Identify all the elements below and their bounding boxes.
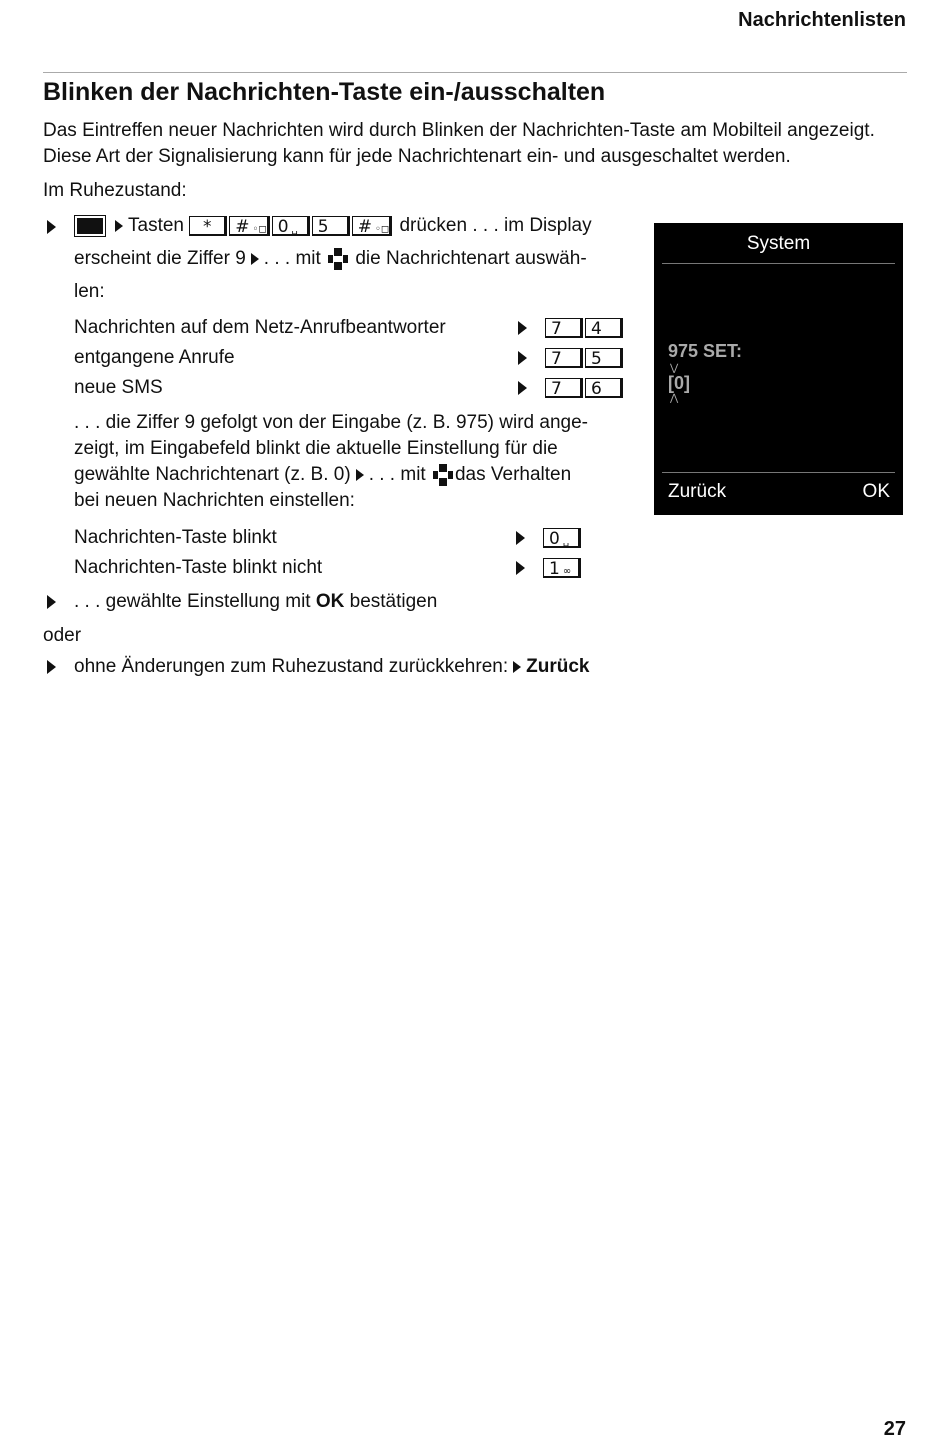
type-keys-2: 7 6 (545, 378, 625, 398)
key-5: 5 (312, 216, 350, 236)
setting-key-1: 1 ∞ (543, 558, 583, 578)
menu-key-icon (74, 215, 106, 237)
type-keys-1: 7 5 (545, 348, 625, 368)
display-screen (654, 223, 903, 515)
back-line: ohne Änderungen zum Ruhezustand zurückkehren: Zurück (74, 656, 590, 677)
screen-set-label: 975 SET: (668, 341, 743, 361)
screen-value: [0] (668, 373, 690, 393)
screen-title: System (746, 233, 811, 254)
step1-line3: len: (74, 281, 105, 302)
idle-label: Im Ruhezustand: (43, 180, 187, 201)
key-0: 0 ␣ (272, 216, 310, 236)
screen-divider (662, 263, 895, 264)
druecken-text: drücken . . . im Display (399, 215, 592, 236)
softkey-back[interactable]: Zurück (668, 481, 727, 502)
mid-line2: zeigt, im Eingabefeld blinkt die aktuelle Einstellung für die (74, 438, 558, 459)
running-header: Nachrichtenlisten (738, 9, 906, 31)
setting-key-0: 0 ␣ (543, 528, 583, 548)
key-hash-2: # ◦◻ (352, 216, 392, 236)
mid-line4: bei neuen Nachrichten einstellen: (74, 490, 355, 511)
type-keys-0: 7 4 (545, 318, 625, 338)
key-star: * (189, 216, 227, 236)
blink-icon: ⋀ (670, 393, 679, 404)
tasten-label: Tasten (128, 215, 184, 236)
softkey-ok[interactable]: OK (862, 481, 890, 502)
divider (43, 72, 907, 73)
key-hash: # ◦◻ (229, 216, 269, 236)
step-arrow-icon (47, 595, 56, 609)
type-label-0: Nachrichten auf dem Netz-Anrufbeantworter (74, 317, 446, 338)
arrow-icon (251, 253, 259, 265)
arrow-icon (516, 561, 525, 575)
arrow-icon (356, 469, 364, 481)
section-title: Blinken der Nachrichten-Taste ein-/ausschalten (43, 78, 606, 106)
arrow-icon (518, 321, 527, 335)
mid-line1: . . . die Ziffer 9 gefolgt von der Eingabe (z. B. 975) wird ange- (74, 412, 588, 433)
step-arrow-icon (47, 220, 56, 234)
screen-divider (662, 472, 895, 473)
arrow-icon (115, 220, 123, 232)
confirm-line: . . . gewählte Einstellung mit OK bestätigen (74, 591, 438, 612)
control-key-icon (433, 464, 453, 486)
intro-paragraph: Das Eintreffen neuer Nachrichten wird durch Blinken der Nachrichten-Taste am Mobilteil angezeigt. Diese Art der Signalisierung kann für jede Nachrichtenart ein- und ausgeschaltet werden. (43, 120, 875, 167)
step1-line1 (74, 213, 592, 239)
step1-line2: erscheint die Ziffer 9 . . . mit die Nachrichtenart auswäh- (74, 248, 587, 269)
page-number: 27 (883, 1418, 906, 1440)
blink-icon: ⋁ (670, 363, 679, 374)
control-key-icon (328, 248, 348, 270)
type-label-2: neue SMS (74, 377, 163, 398)
mid-line3: gewählte Nachrichtenart (z. B. 0) . . . mit das Verhalten (74, 464, 572, 485)
arrow-icon (516, 531, 525, 545)
arrow-icon (518, 381, 527, 395)
arrow-icon (518, 351, 527, 365)
arrow-icon (513, 661, 521, 673)
type-label-1: entgangene Anrufe (74, 347, 235, 368)
step-arrow-icon (47, 660, 56, 674)
setting-label-1: Nachrichten-Taste blinkt nicht (74, 557, 323, 578)
oder-text: oder (43, 625, 82, 646)
setting-label-0: Nachrichten-Taste blinkt (74, 527, 277, 548)
